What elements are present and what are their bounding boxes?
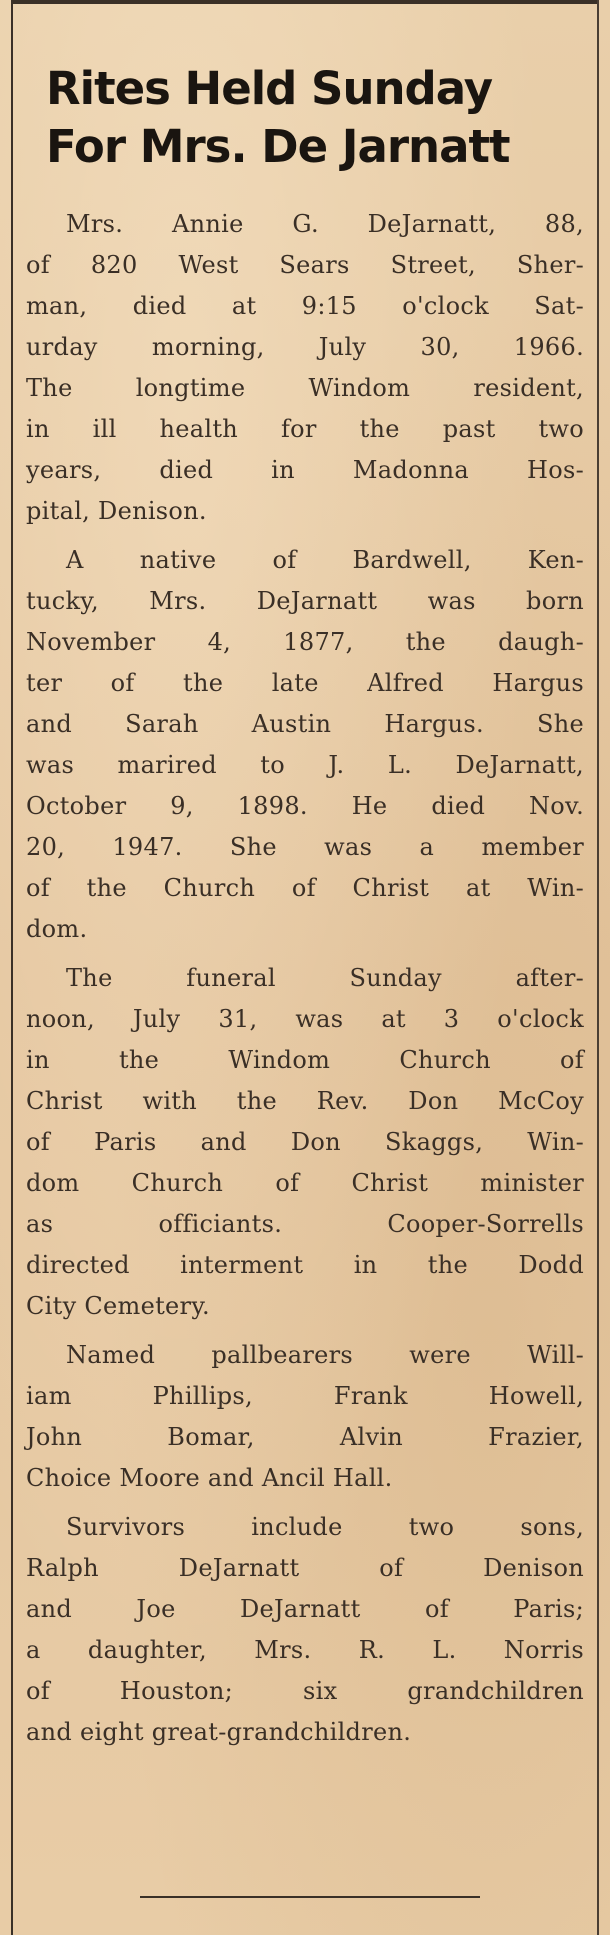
body-line: City Cemetery. xyxy=(26,1292,210,1320)
body-line: The longtime Windom resident, xyxy=(26,374,584,402)
body-line: John Bomar, Alvin Frazier, xyxy=(26,1423,584,1451)
headline-line-1: Rites Held Sunday xyxy=(46,62,493,115)
body-line: in the Windom Church of xyxy=(26,1046,584,1074)
body-line: tucky, Mrs. DeJarnatt was born xyxy=(26,587,584,615)
body-line: Ralph DeJarnatt of Denison xyxy=(26,1554,584,1582)
article-headline xyxy=(46,60,586,176)
body-line: Christ with the Rev. Don McCoy xyxy=(26,1087,584,1115)
article-end-rule xyxy=(140,1896,480,1898)
paragraph-survivors xyxy=(26,1507,584,1753)
body-line: Named pallbearers were Will- xyxy=(66,1341,584,1369)
body-line: years, died in Madonna Hos- xyxy=(26,456,584,484)
body-line: The funeral Sunday after- xyxy=(66,964,584,992)
paragraph-pallbearers xyxy=(26,1335,584,1499)
body-line: dom. xyxy=(26,915,88,943)
body-line: 20, 1947. She was a member xyxy=(26,833,584,861)
body-line: of Houston; six grandchildren xyxy=(26,1677,584,1705)
body-line: of the Church of Christ at Win- xyxy=(26,874,584,902)
body-line: A native of Bardwell, Ken- xyxy=(66,546,584,574)
body-line: directed interment in the Dodd xyxy=(26,1251,584,1279)
body-line: and eight great-grandchildren. xyxy=(26,1718,412,1746)
body-line: a daughter, Mrs. R. L. Norris xyxy=(26,1636,584,1664)
body-line: dom Church of Christ minister xyxy=(26,1169,584,1197)
body-line: Choice Moore and Ancil Hall. xyxy=(26,1464,393,1492)
headline-line-2: For Mrs. De Jarnatt xyxy=(46,120,510,173)
paragraph-death-notice xyxy=(26,204,584,532)
body-line: iam Phillips, Frank Howell, xyxy=(26,1382,584,1410)
body-line: of 820 West Sears Street, Sher- xyxy=(26,251,584,279)
body-line: Mrs. Annie G. DeJarnatt, 88, xyxy=(66,210,584,238)
body-line: and Sarah Austin Hargus. She xyxy=(26,710,584,738)
body-line: November 4, 1877, the daugh- xyxy=(26,628,584,656)
article-body xyxy=(26,204,584,1761)
left-column-rule xyxy=(11,0,13,1935)
body-line: October 9, 1898. He died Nov. xyxy=(26,792,584,820)
paragraph-funeral xyxy=(26,958,584,1327)
right-column-rule xyxy=(597,0,599,1935)
body-line: ter of the late Alfred Hargus xyxy=(26,669,584,697)
top-column-rule xyxy=(11,0,599,4)
body-line: was marired to J. L. DeJarnatt, xyxy=(26,751,584,779)
body-line: Survivors include two sons, xyxy=(66,1513,584,1541)
body-line: pital, Denison. xyxy=(26,497,207,525)
body-line: and Joe DeJarnatt of Paris; xyxy=(26,1595,584,1623)
body-line: urday morning, July 30, 1966. xyxy=(26,333,584,361)
body-line: as officiants. Cooper-Sorrells xyxy=(26,1210,584,1238)
paragraph-biography xyxy=(26,540,584,950)
body-line: in ill health for the past two xyxy=(26,415,584,443)
body-line: of Paris and Don Skaggs, Win- xyxy=(26,1128,584,1156)
body-line: man, died at 9:15 o'clock Sat- xyxy=(26,292,584,320)
body-line: noon, July 31, was at 3 o'clock xyxy=(26,1005,584,1033)
